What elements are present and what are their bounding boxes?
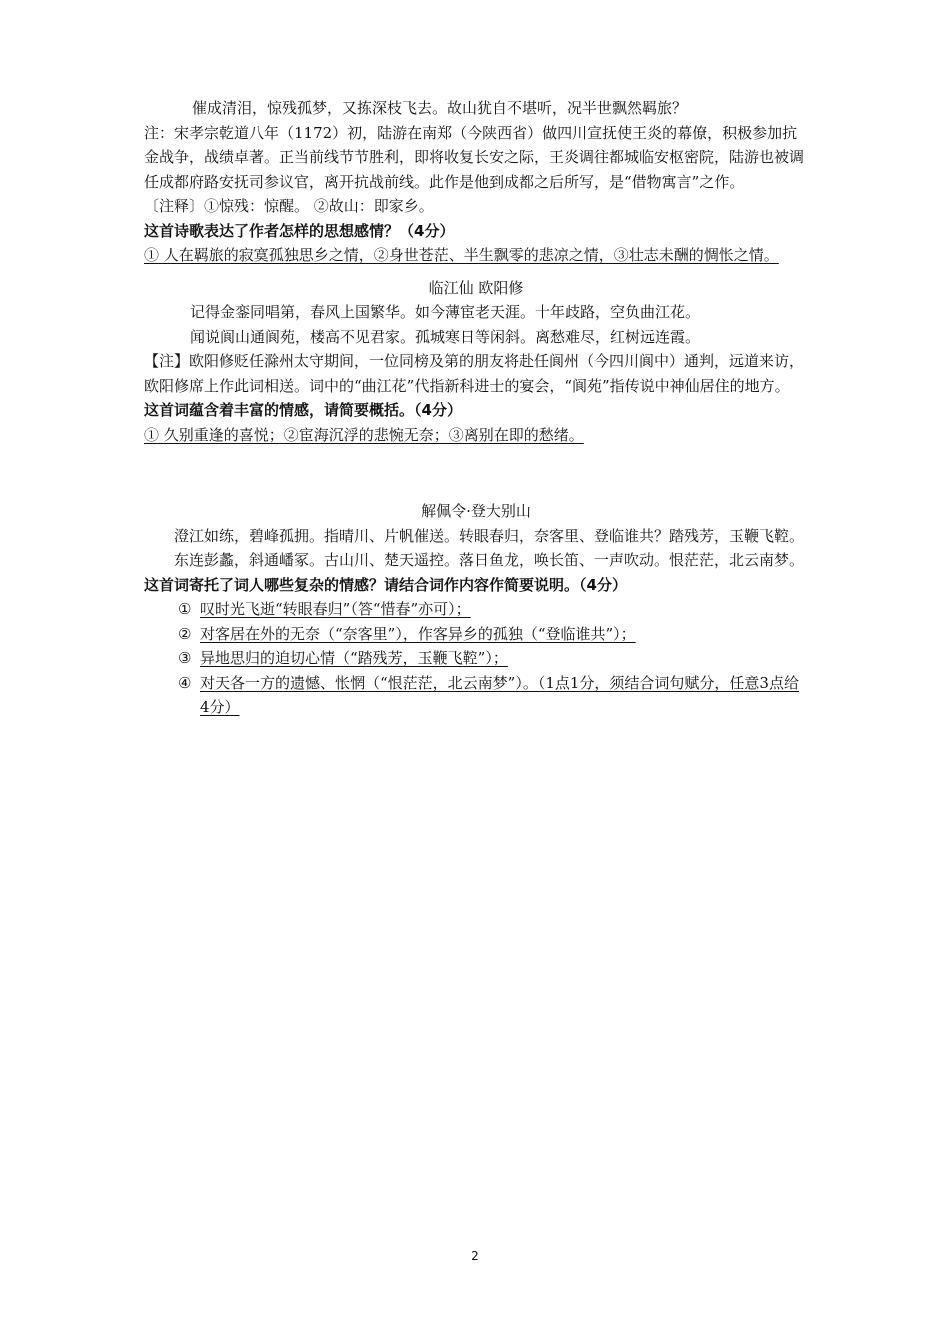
page-number: 2 [471, 1249, 479, 1263]
answer-number: ② [178, 624, 192, 643]
poem2-title: 临江仙 欧阳修 [428, 278, 524, 297]
answer-number: ④ [178, 673, 192, 692]
poem3-body: 澄江如练，碧峰孤拥。指晴川、片帆催送。转眼春归，奈客里、登临谁共？踏残芳，玉鞭飞鞚。 东连彭蠡，斜通嶓冢。古山川、楚天遥控。落日鱼龙，唤长笛、一声吹动。恨茫茫，北云南梦。 [174, 526, 842, 569]
poem3-title: 解佩令·登大别山 [421, 502, 531, 520]
list-item [144, 671, 808, 720]
poem2-line-2: 闻说阆山通阆苑，楼高不见君家。孤城寒日等闲斜。离愁难尽，红树远连霞。 [190, 327, 701, 346]
list-item [144, 646, 808, 671]
poem2-question: 这首词蕴含着丰富的情感，请简要概括。（4分） [144, 401, 462, 419]
list-item [144, 622, 808, 647]
document-page [144, 96, 842, 720]
poem2-line-1: 记得金銮同唱第，春风上国繁华。如今薄宦老天涯。十年歧路，空负曲江花。 [190, 303, 701, 321]
poem3-question: 这首词寄托了词人哪些复杂的情感？请结合词作内容作简要说明。（4分） [144, 575, 627, 594]
poem1-answer: ① 人在羁旅的寂寞孤独思乡之情，②身世苍茫、半生飘零的悲凉之情，③壮志未酬的惆怅之情。 [144, 246, 779, 264]
poem2-answer: ① 久别重逢的喜悦；②宦海沉浮的悲惋无奈；③离别在即的愁绪。 [144, 425, 584, 444]
spacer [144, 268, 808, 276]
list-item [144, 597, 808, 622]
poem1-question: 这首诗歌表达了作者怎样的思想感情？（4分） [144, 221, 455, 240]
answer-text: 对客居在外的无奈（“奈客里”），作客异乡的孤独（“登临谁共”）； [200, 624, 636, 643]
poem1-gloss: 〔注释〕①惊残：惊醒。 ②故山：即家乡。 [144, 197, 434, 215]
answer-number: ① [178, 600, 192, 618]
poem1-note: 注：宋孝宗乾道八年（1172）初，陆游在南郑（今陕西省）做四川宣抚使王炎的幕僚，积极参加抗金战争，战绩卓著。正当前线节节胜利，即将收复长安之际，王炎调往都城临安枢密院，陆游也被调任成都府路安抚司参议官，离开抗战前线。此作是他到成都之后所写，是“借物寓言”之作。 [144, 123, 805, 191]
answer-text: 叹时光飞逝“转眼春归”（答“惜春”亦可）； [200, 600, 471, 618]
answer-number: ③ [178, 649, 192, 667]
poem3-answer-list [144, 597, 808, 720]
answer-text: 异地思归的迫切心情（“踏残芳，玉鞭飞鞚”）； [200, 649, 508, 667]
spacer [144, 447, 808, 499]
poem2-note: 【注】欧阳修贬任滁州太守期间，一位同榜及第的朋友将赴任阆州（今四川阆中）通判，远道来访，欧阳修席上作此词相送。词中的“曲江花”代指新科进士的宴会，“阆苑”指传说中神仙居住的地方。 [144, 352, 805, 395]
answer-text: 对天各一方的遗憾、怅惘（“恨茫茫，北云南梦”）。（1点1分，须结合词句赋分，任意3点给4分） [200, 673, 799, 716]
poem1-line: 催成清泪，惊残孤梦，又拣深枝飞去。故山犹自不堪听，况半世飘然羁旅？ [192, 99, 688, 117]
